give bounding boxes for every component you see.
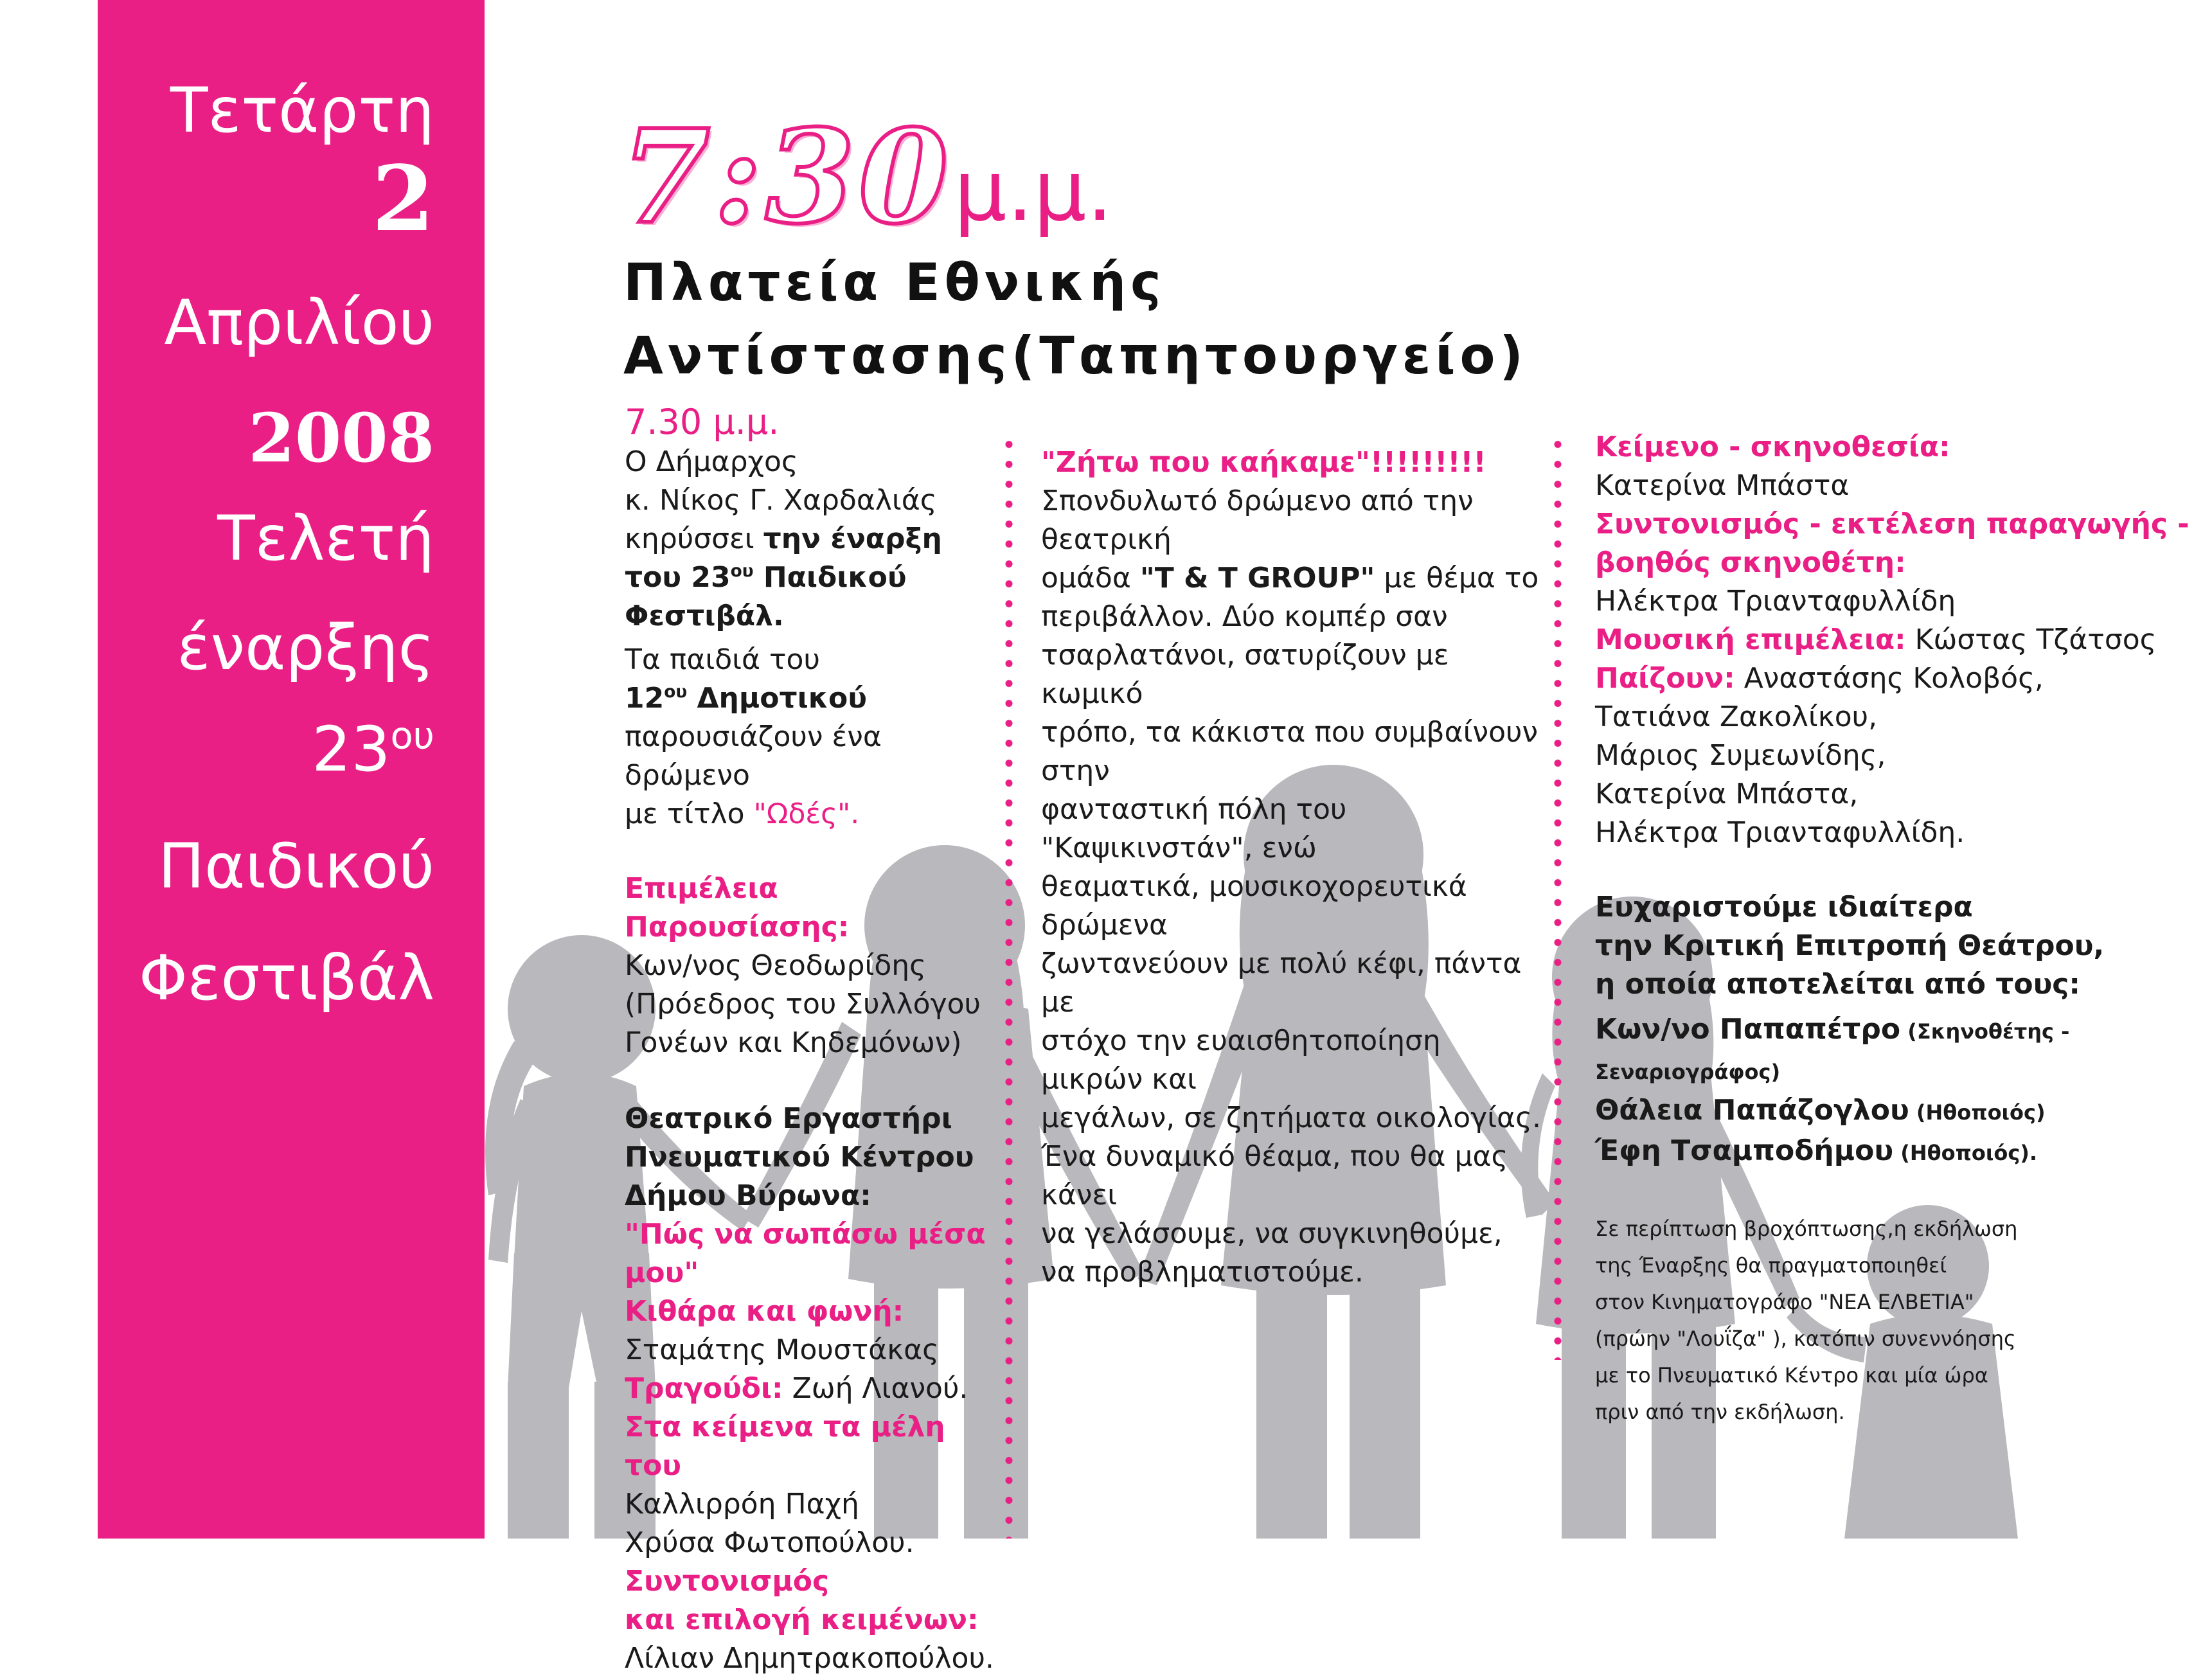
col1-line: Τα παιδιά του bbox=[625, 643, 820, 676]
col1-text: Παιδικού bbox=[753, 561, 907, 594]
col2-line: φανταστική πόλη του "Καψικινστάν", ενώ bbox=[1041, 793, 1347, 864]
col1-line bbox=[625, 1370, 997, 1408]
sidebar-opening: έναρξης bbox=[177, 612, 434, 684]
col1-workshop-line: Θεατρικό Εργαστήρι bbox=[625, 1102, 952, 1135]
col1-text: Ζωή Λιανού. bbox=[783, 1372, 968, 1405]
col1-song-label: Τραγούδι: bbox=[625, 1372, 783, 1405]
col3-thanks-line: Ευχαριστούμε ιδιαίτερα bbox=[1595, 891, 1973, 924]
col1-line: Κων/νος Θεοδωρίδης bbox=[625, 949, 926, 982]
venue-line-1: Πλατεία Εθνικής bbox=[623, 253, 1166, 312]
col1-time: 7.30 μ.μ. bbox=[625, 402, 780, 442]
col3-member-role: (Σκηνοθέτης - Σεναριογράφος) bbox=[1595, 1019, 2070, 1084]
col2-line bbox=[1041, 559, 1549, 598]
program-column-3 bbox=[1595, 428, 2199, 1431]
program-column-2 bbox=[1041, 443, 1549, 1292]
col1-line: Φεστιβάλ. bbox=[625, 600, 784, 632]
col2-line: Σπονδυλωτό δρώμενο από την θεατρική bbox=[1041, 485, 1474, 556]
venue-line-2: Αντίστασης(Ταπητουργείο) bbox=[623, 326, 1528, 386]
col3-committee-member bbox=[1595, 1132, 2199, 1172]
sidebar-ordinal-number: 23 bbox=[312, 713, 391, 785]
col3-note-line: (πρώην "Λουΐζα" ), κατόπιν συνεννόησης bbox=[1595, 1326, 2016, 1351]
col1-sup: ου bbox=[730, 561, 754, 582]
col3-note-line: Σε περίπτωση βροχόπτωσης,η εκδήλωση bbox=[1595, 1217, 2018, 1241]
col2-group-name: "Τ & Τ GROUP" bbox=[1139, 562, 1375, 594]
col3-text: Αναστάσης Κολοβός, bbox=[1735, 662, 2044, 695]
dotted-separator-right bbox=[1554, 434, 1562, 1360]
col2-line: θεαματικά, μουσικοχορευτικά δρώμενα bbox=[1041, 870, 1467, 942]
col2-line: μεγάλων, σε ζητήματα οικολογίας. bbox=[1041, 1102, 1541, 1134]
col1-line: Ο Δήμαρχος bbox=[625, 445, 798, 478]
col3-production-label: βοηθός σκηνοθέτη: bbox=[1595, 546, 1906, 579]
program-column-1 bbox=[625, 402, 997, 1678]
col1-texts-label: Στα κείμενα τα μέλη του bbox=[625, 1411, 945, 1482]
col1-line: Σταμάτης Μουστάκας bbox=[625, 1334, 939, 1366]
col3-member-name: Κων/νο Παπαπέτρο bbox=[1595, 1013, 1901, 1046]
col1-line bbox=[625, 795, 997, 834]
col2-line: Ένα δυναμικό θέαμα, που θα μας κάνει bbox=[1041, 1140, 1508, 1211]
col1-text: Δημοτικού bbox=[687, 682, 867, 715]
col3-thanks-line: την Κριτική Επιτροπή Θεάτρου, bbox=[1595, 929, 2105, 962]
col3-member-role: (Ηθοποιός). bbox=[1893, 1141, 2038, 1165]
col3-line bbox=[1595, 659, 2199, 698]
col1-text: 12 bbox=[625, 682, 664, 715]
col1-sup: ου bbox=[664, 682, 688, 702]
event-time-unit: μ.μ. bbox=[954, 142, 1114, 240]
col3-member-name: Έφη Τσαμποδήμου bbox=[1595, 1134, 1894, 1167]
col3-note-line: της Έναρξης θα πραγματοποιηθεί bbox=[1595, 1253, 1947, 1278]
sidebar-ordinal-suffix: ου bbox=[390, 714, 434, 758]
sidebar-childrens: Παιδικού bbox=[157, 830, 434, 902]
col1-text: του 23 bbox=[625, 561, 731, 594]
col2-line: να γελάσουμε, να συγκινηθούμε, bbox=[1041, 1217, 1503, 1250]
col2-text: με θέμα το bbox=[1375, 562, 1539, 594]
col3-member-role: (Ηθοποιός) bbox=[1909, 1100, 2046, 1125]
col3-member-name: Θάλεια Παπάζογλου bbox=[1595, 1094, 1909, 1127]
col3-text: Κώστας Τζάτσος bbox=[1905, 623, 2157, 656]
col1-line: κ. Νίκος Γ. Χαρδαλιάς bbox=[625, 484, 937, 517]
col3-note-line: πριν από την εκδήλωση. bbox=[1595, 1400, 1845, 1424]
col1-workshop-line: Δήμου Βύρωνα: bbox=[625, 1179, 871, 1212]
col1-workshop-title: "Πώς να σωπάσω μέσα μου" bbox=[625, 1218, 986, 1289]
col3-note-line: με το Πνευματικό Κέντρο και μία ώρα bbox=[1595, 1363, 1988, 1388]
col3-line: Τατιάνα Ζακολίκου, bbox=[1595, 701, 1878, 733]
col3-note-line: στον Κινηματογράφο "ΝΕΑ ΕΛΒΕΤΙΑ" bbox=[1595, 1290, 1974, 1314]
col3-line: Ηλέκτρα Τριανταφυλλίδη. bbox=[1595, 816, 1965, 849]
col1-pink-text: "Ωδές". bbox=[753, 798, 860, 830]
sidebar-date-number: 2 bbox=[371, 147, 434, 252]
col3-line: Ηλέκτρα Τριανταφυλλίδη bbox=[1595, 585, 1956, 618]
col2-line: περιβάλλον. Δύο κομπέρ σαν bbox=[1041, 600, 1448, 633]
col1-line: Λίλιαν Δημητρακοπούλου. bbox=[625, 1642, 994, 1675]
sidebar-ceremony: Τελετή bbox=[217, 503, 434, 575]
col3-line: Κατερίνα Μπάστα bbox=[1595, 469, 1850, 502]
col3-committee-member bbox=[1595, 1010, 2199, 1091]
col3-line: Μάριος Συμεωνίδης, bbox=[1595, 739, 1886, 772]
col1-workshop-line: Πνευματικού Κέντρου bbox=[625, 1141, 974, 1174]
sidebar-month: Απριλίου bbox=[164, 287, 434, 359]
col1-line: Καλλιρρόη Παχή bbox=[625, 1488, 859, 1521]
col2-line: τρόπο, τα κάκιστα που συμβαίνουν στην bbox=[1041, 716, 1539, 787]
col1-guitar-label: Κιθάρα και φωνή: bbox=[625, 1295, 904, 1328]
col2-line: ζωντανεύουν με πολύ κέφι, πάντα με bbox=[1041, 947, 1522, 1019]
col3-line bbox=[1595, 621, 2199, 659]
col2-text: ομάδα bbox=[1041, 562, 1140, 594]
col1-text: με τίτλο bbox=[625, 798, 754, 830]
col2-line: στόχο την ευαισθητοποίηση μικρών και bbox=[1041, 1024, 1441, 1096]
col1-line: παρουσιάζουν ένα δρώμενο bbox=[625, 720, 882, 792]
col2-line: να προβληματιστούμε. bbox=[1041, 1256, 1364, 1289]
col2-line: τσαρλατάνοι, σατυρίζουν με κωμικό bbox=[1041, 639, 1449, 710]
col3-music-label: Μουσική επιμέλεια: bbox=[1595, 623, 1906, 656]
col3-line: Κατερίνα Μπάστα, bbox=[1595, 778, 1859, 810]
col1-line bbox=[625, 520, 997, 558]
col1-presentation-label: Επιμέλεια Παρουσίασης: bbox=[625, 872, 850, 943]
sidebar-festival: Φεστιβάλ bbox=[139, 942, 434, 1014]
col3-thanks-line: η οποία αποτελείται από τους: bbox=[1595, 968, 2080, 1001]
col1-line bbox=[625, 558, 997, 597]
sidebar-day: Τετάρτη bbox=[170, 75, 434, 147]
col3-production-label: Συντονισμός - εκτέλεση παραγωγής - bbox=[1595, 508, 2190, 540]
col1-line bbox=[625, 679, 997, 718]
event-time-large: 7:30 bbox=[621, 102, 952, 253]
col1-bold-text: την έναρξη bbox=[763, 522, 942, 555]
col1-text: κηρύσσει bbox=[625, 522, 763, 555]
col1-coordination-label: και επιλογή κειμένων: bbox=[625, 1603, 979, 1636]
dotted-separator-left bbox=[1005, 434, 1013, 1539]
col1-line: Γονέων και Κηδεμόνων) bbox=[625, 1026, 962, 1059]
col2-title: "Ζήτω που καήκαμε"!!!!!!!!! bbox=[1041, 446, 1486, 479]
col3-committee-member bbox=[1595, 1091, 2199, 1132]
col1-line: (Πρόεδρος του Συλλόγου bbox=[625, 988, 981, 1021]
col1-line: Χρύσα Φωτοπούλου. bbox=[625, 1526, 914, 1559]
col1-coordination-label: Συντονισμός bbox=[625, 1565, 830, 1598]
sidebar-year: 2008 bbox=[248, 398, 434, 478]
col3-text-direction-label: Κείμενο - σκηνοθεσία: bbox=[1595, 431, 1950, 463]
col3-cast-label: Παίζουν: bbox=[1595, 662, 1735, 695]
col3-rain-note bbox=[1595, 1211, 2199, 1431]
